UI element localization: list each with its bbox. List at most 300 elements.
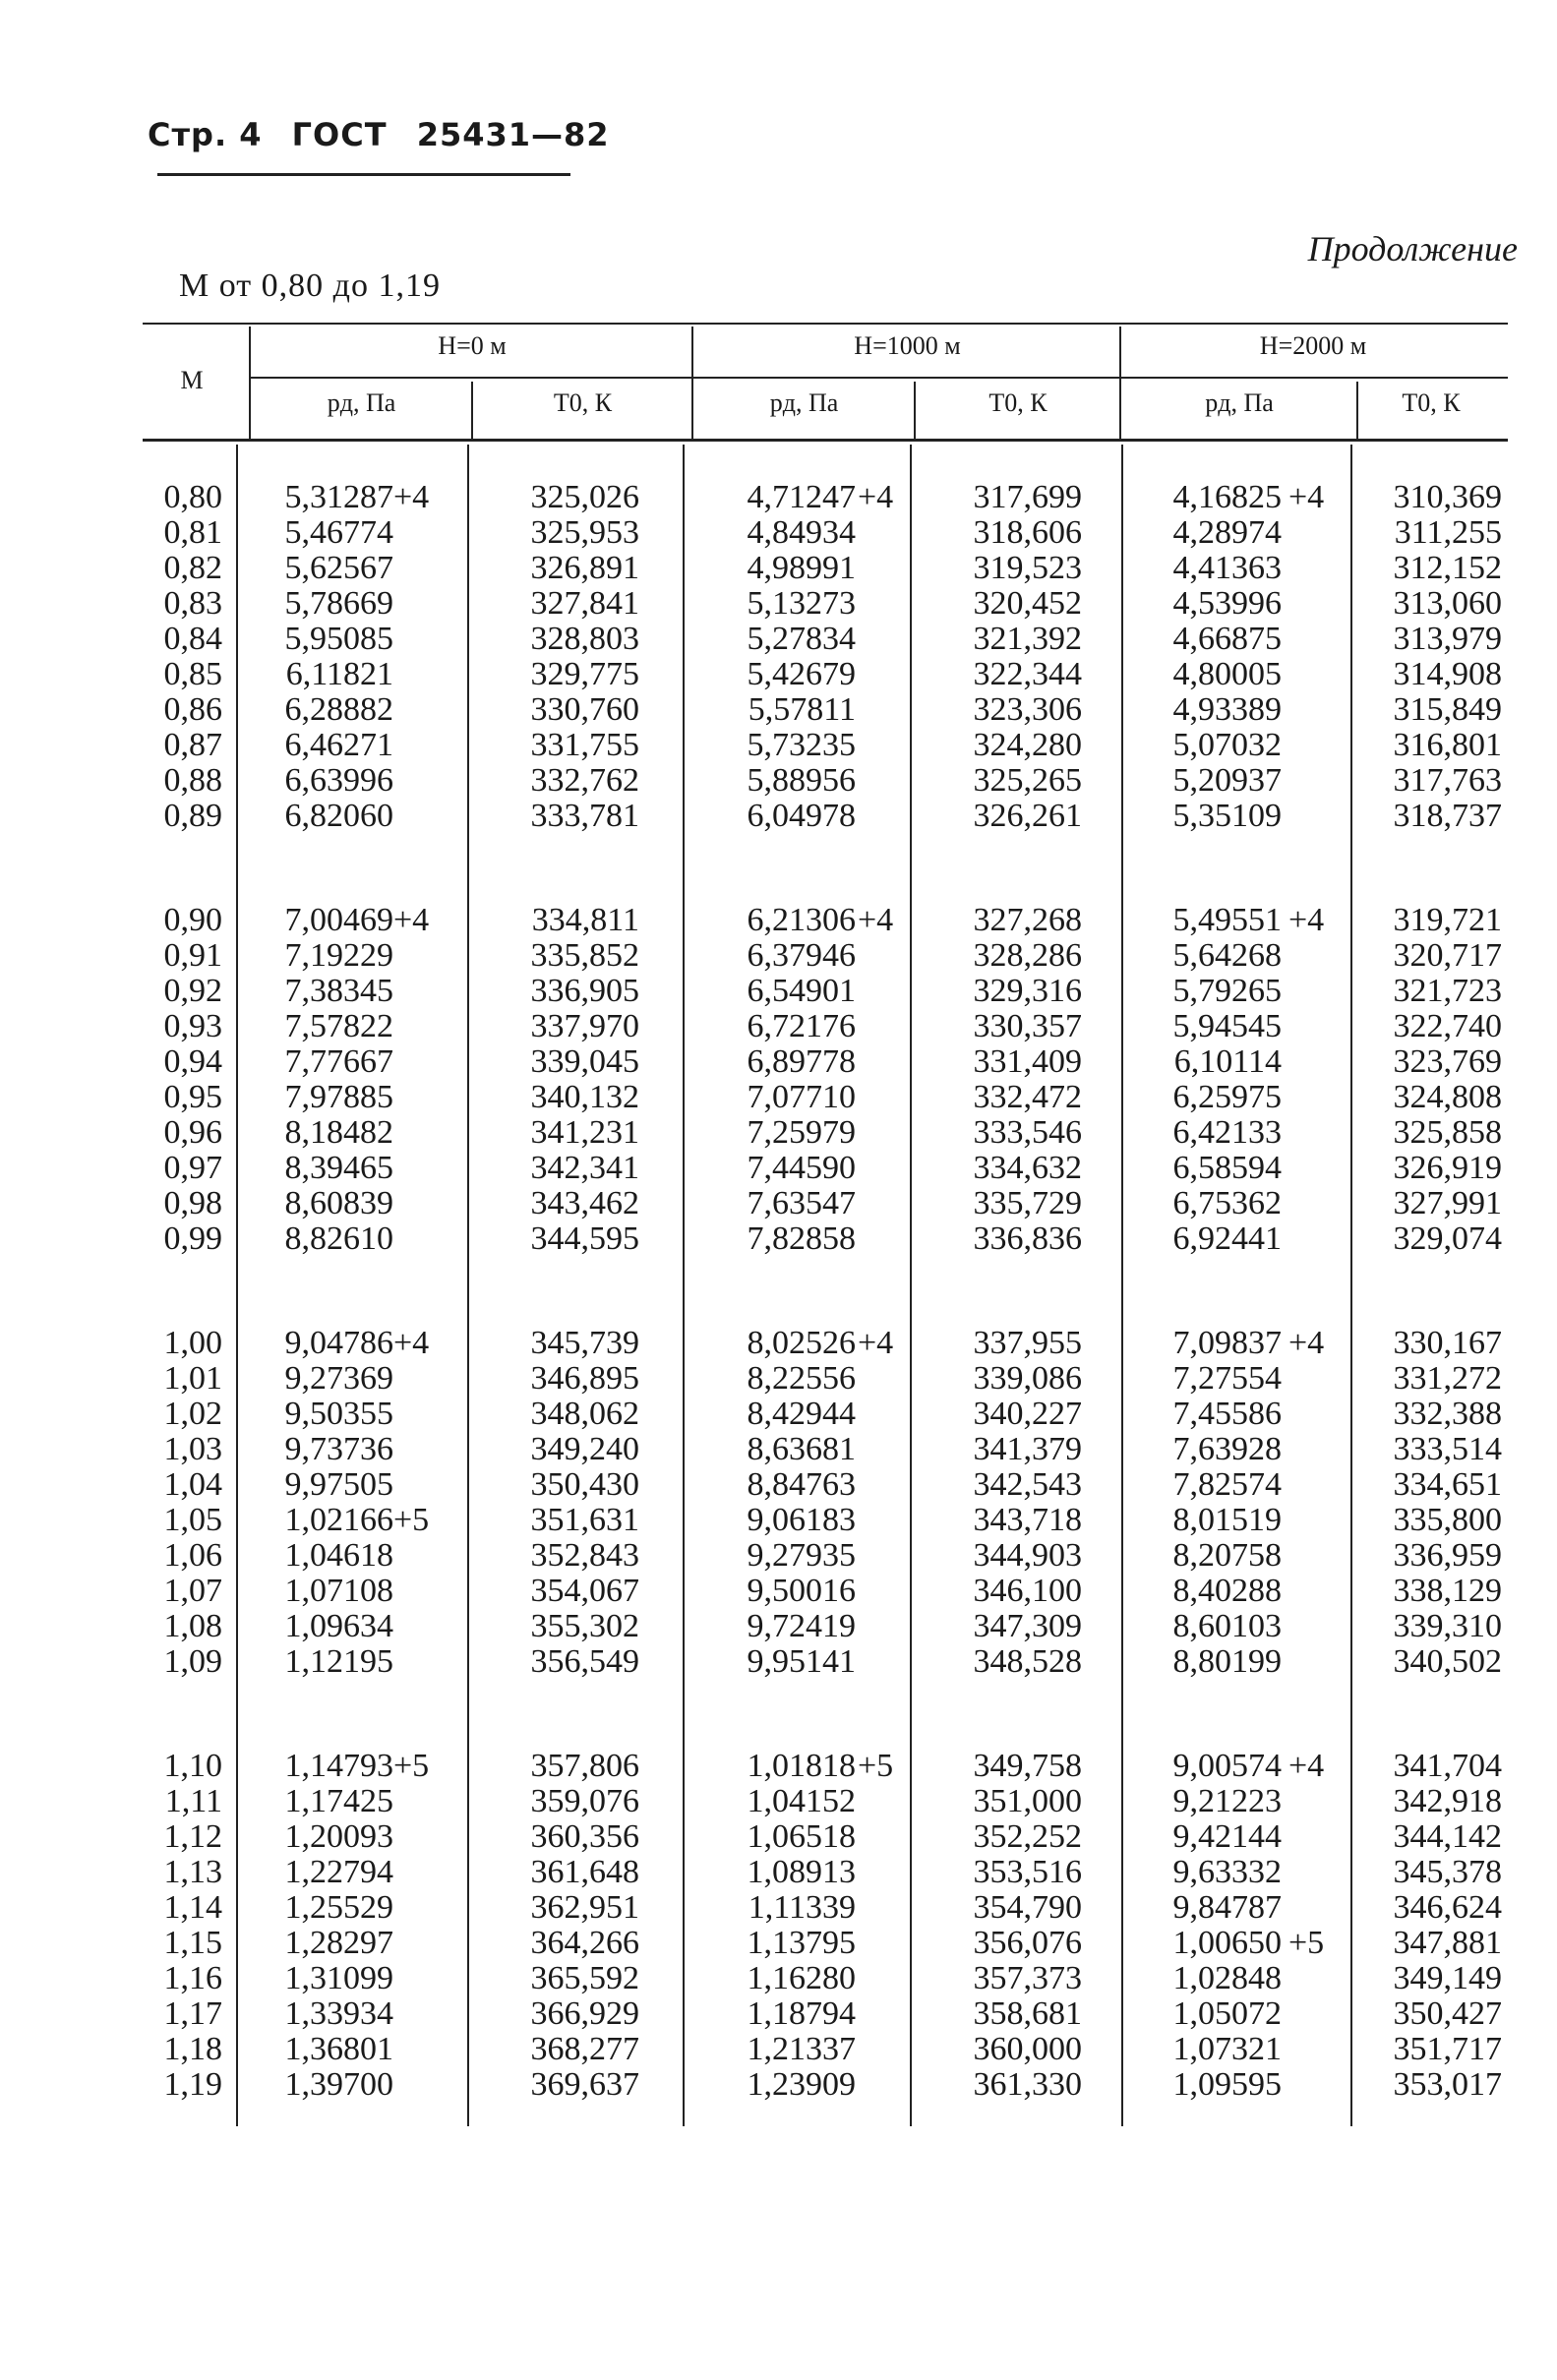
value-cell: 339,045 (530, 1043, 639, 1080)
value-cell: 9,06183 (747, 1502, 856, 1538)
value-cell: 334,811 (531, 902, 639, 938)
value-cell: 1,39700 (284, 2066, 393, 2103)
value-cell: 1,01818 (747, 1748, 856, 1784)
page-number: Стр. 4 (148, 116, 263, 153)
value-cell: 1,04152 (747, 1783, 856, 1819)
value-cell: 4,16825 (1172, 479, 1282, 515)
mach-cell: 1,11 (164, 1783, 222, 1819)
value-cell: 6,42133 (1172, 1114, 1282, 1151)
value-cell: 8,84763 (747, 1466, 856, 1503)
value-cell: 9,84787 (1172, 1889, 1282, 1926)
value-cell: 349,758 (973, 1748, 1082, 1784)
value-cell: 331,272 (1393, 1360, 1502, 1397)
value-cell: 344,142 (1393, 1818, 1502, 1855)
value-cell: 331,409 (973, 1043, 1082, 1080)
exponent-marker: +4 (1288, 1325, 1325, 1361)
mach-cell: 0,83 (163, 585, 222, 622)
value-cell: 9,27935 (747, 1537, 856, 1574)
value-cell: 6,58594 (1172, 1150, 1282, 1186)
value-cell: 9,97505 (284, 1466, 393, 1503)
mach-cell: 1,19 (163, 2066, 222, 2103)
value-cell: 349,149 (1393, 1960, 1502, 1996)
mach-cell: 0,87 (163, 727, 222, 763)
value-cell: 330,357 (973, 1008, 1082, 1044)
value-cell: 1,11339 (748, 1889, 856, 1926)
value-cell: 6,54901 (747, 973, 856, 1009)
value-cell: 7,63928 (1172, 1431, 1282, 1467)
value-cell: 4,66875 (1172, 621, 1282, 657)
mach-cell: 0,82 (163, 550, 222, 586)
value-cell: 4,80005 (1172, 656, 1282, 692)
exponent-marker: +5 (393, 1748, 430, 1784)
value-cell: 1,05072 (1172, 1995, 1282, 2032)
value-cell: 4,93389 (1172, 691, 1282, 728)
value-cell: 1,06518 (747, 1818, 856, 1855)
value-cell: 9,73736 (284, 1431, 393, 1467)
mach-cell: 1,01 (163, 1360, 222, 1397)
value-cell: 341,704 (1393, 1748, 1502, 1784)
value-cell: 333,781 (530, 798, 639, 834)
value-cell: 342,918 (1393, 1783, 1502, 1819)
value-cell: 364,266 (530, 1925, 639, 1961)
mach-cell: 1,00 (163, 1325, 222, 1361)
value-cell: 336,905 (530, 973, 639, 1009)
value-cell: 353,516 (973, 1854, 1082, 1890)
value-cell: 4,71247 (747, 479, 856, 515)
value-cell: 9,27369 (284, 1360, 393, 1397)
value-cell: 7,77667 (284, 1043, 393, 1080)
value-cell: 1,33934 (284, 1995, 393, 2032)
standard-number: 25431—82 (416, 116, 610, 153)
value-cell: 9,50355 (284, 1396, 393, 1432)
value-cell: 5,88956 (747, 762, 856, 799)
value-cell: 336,959 (1393, 1537, 1502, 1574)
value-cell: 358,681 (973, 1995, 1082, 2032)
value-cell: 1,20093 (284, 1818, 393, 1855)
value-cell: 331,755 (530, 727, 639, 763)
body-vline-3 (910, 445, 912, 2126)
mach-cell: 0,95 (163, 1079, 222, 1115)
mach-cell: 0,85 (163, 656, 222, 692)
value-cell: 345,739 (530, 1325, 639, 1361)
value-cell: 1,17425 (284, 1783, 393, 1819)
value-cell: 6,46271 (284, 727, 393, 763)
vline-3 (471, 382, 473, 439)
value-cell: 313,979 (1393, 621, 1502, 657)
continuation-label: Продолжение (1307, 229, 1518, 268)
value-cell: 337,970 (530, 1008, 639, 1044)
mach-range: М от 0,80 до 1,19 (179, 268, 441, 304)
value-cell: 362,951 (530, 1889, 639, 1926)
value-cell: 1,25529 (284, 1889, 393, 1926)
value-cell: 1,28297 (284, 1925, 393, 1961)
value-cell: 5,57811 (748, 691, 856, 728)
value-cell: 8,18482 (284, 1114, 393, 1151)
value-cell: 354,067 (530, 1573, 639, 1609)
value-cell: 328,286 (973, 937, 1082, 974)
value-cell: 351,717 (1393, 2031, 1502, 2067)
mach-cell: 0,98 (163, 1185, 222, 1221)
value-cell: 319,721 (1393, 902, 1502, 938)
value-cell: 1,09595 (1172, 2066, 1282, 2103)
value-cell: 311,255 (1394, 514, 1502, 551)
value-cell: 6,28882 (284, 691, 393, 728)
value-cell: 334,632 (973, 1150, 1082, 1186)
value-cell: 6,21306 (747, 902, 856, 938)
pd-header-1: pд, Па (769, 388, 839, 417)
mach-cell: 1,02 (163, 1396, 222, 1432)
value-cell: 349,240 (530, 1431, 639, 1467)
mach-cell: 0,94 (163, 1043, 222, 1080)
exponent-marker: +4 (858, 479, 894, 515)
value-cell: 360,356 (530, 1818, 639, 1855)
value-cell: 320,452 (973, 585, 1082, 622)
value-cell: 356,076 (973, 1925, 1082, 1961)
value-cell: 325,026 (530, 479, 639, 515)
value-cell: 7,00469 (284, 902, 393, 938)
mach-cell: 1,10 (163, 1748, 222, 1784)
vline-0 (249, 327, 251, 440)
mach-cell: 0,96 (163, 1114, 222, 1151)
value-cell: 344,903 (973, 1537, 1082, 1574)
value-cell: 339,310 (1393, 1608, 1502, 1644)
value-cell: 316,801 (1393, 727, 1502, 763)
value-cell: 8,01519 (1172, 1502, 1282, 1538)
value-cell: 9,72419 (747, 1608, 856, 1644)
value-cell: 321,392 (973, 621, 1082, 657)
exponent-marker: +5 (1288, 1925, 1325, 1961)
value-cell: 8,80199 (1172, 1643, 1282, 1680)
value-cell: 347,881 (1393, 1925, 1502, 1961)
value-cell: 329,316 (973, 973, 1082, 1009)
mach-cell: 1,14 (163, 1889, 222, 1926)
value-cell: 350,430 (530, 1466, 639, 1503)
value-cell: 5,35109 (1172, 798, 1282, 834)
value-cell: 337,955 (973, 1325, 1082, 1361)
value-cell: 7,82858 (747, 1220, 856, 1257)
value-cell: 1,02166 (284, 1502, 393, 1538)
header-bottom-rule (143, 439, 1508, 442)
value-cell: 355,302 (530, 1608, 639, 1644)
standard-label: ГОСТ (291, 116, 388, 153)
value-cell: 1,23909 (747, 2066, 856, 2103)
value-cell: 7,09837 (1172, 1325, 1282, 1361)
value-cell: 9,04786 (284, 1325, 393, 1361)
mach-cell: 1,07 (163, 1573, 222, 1609)
value-cell: 1,04618 (284, 1537, 393, 1574)
vline-4 (914, 382, 916, 439)
value-cell: 9,63332 (1172, 1854, 1282, 1890)
value-cell: 5,42679 (747, 656, 856, 692)
value-cell: 317,699 (973, 479, 1082, 515)
body-vline-0 (236, 445, 238, 2126)
value-cell: 369,637 (530, 2066, 639, 2103)
exponent-marker: +5 (393, 1502, 430, 1538)
value-cell: 345,378 (1393, 1854, 1502, 1890)
mach-cell: 0,89 (163, 798, 222, 834)
mach-cell: 1,16 (163, 1960, 222, 1996)
value-cell: 329,074 (1393, 1220, 1502, 1257)
value-cell: 314,908 (1393, 656, 1502, 692)
value-cell: 346,895 (530, 1360, 639, 1397)
value-cell: 1,31099 (284, 1960, 393, 1996)
value-cell: 8,22556 (747, 1360, 856, 1397)
mach-cell: 0,80 (163, 479, 222, 515)
value-cell: 4,53996 (1172, 585, 1282, 622)
value-cell: 329,775 (530, 656, 639, 692)
value-cell: 4,84934 (747, 514, 856, 551)
alt-header-1: H=1000 м (854, 331, 961, 360)
value-cell: 7,63547 (747, 1185, 856, 1221)
value-cell: 344,595 (530, 1220, 639, 1257)
value-cell: 322,740 (1393, 1008, 1502, 1044)
value-cell: 5,46774 (284, 514, 393, 551)
value-cell: 340,132 (530, 1079, 639, 1115)
mach-cell: 1,15 (163, 1925, 222, 1961)
value-cell: 6,10114 (1173, 1043, 1282, 1080)
value-cell: 322,344 (973, 656, 1082, 692)
value-cell: 357,373 (973, 1960, 1082, 1996)
value-cell: 321,723 (1393, 973, 1502, 1009)
value-cell: 317,763 (1393, 762, 1502, 799)
value-cell: 6,25975 (1172, 1079, 1282, 1115)
mach-cell: 1,08 (163, 1608, 222, 1644)
value-cell: 332,762 (530, 762, 639, 799)
value-cell: 350,427 (1393, 1995, 1502, 2032)
value-cell: 8,02526 (747, 1325, 856, 1361)
value-cell: 327,841 (530, 585, 639, 622)
alt-header-2: H=2000 м (1259, 331, 1367, 360)
value-cell: 4,98991 (747, 550, 856, 586)
header-rule (157, 173, 570, 176)
vline-1 (691, 327, 693, 440)
value-cell: 359,076 (530, 1783, 639, 1819)
value-cell: 312,152 (1393, 550, 1502, 586)
value-cell: 8,60103 (1172, 1608, 1282, 1644)
mach-cell: 0,99 (163, 1220, 222, 1257)
value-cell: 7,97885 (284, 1079, 393, 1115)
mach-cell: 1,17 (163, 1995, 222, 2032)
value-cell: 1,36801 (284, 2031, 393, 2067)
value-cell: 333,514 (1393, 1431, 1502, 1467)
value-cell: 343,718 (973, 1502, 1082, 1538)
value-cell: 8,20758 (1172, 1537, 1282, 1574)
value-cell: 315,849 (1393, 691, 1502, 728)
value-cell: 347,309 (973, 1608, 1082, 1644)
value-cell: 343,462 (530, 1185, 639, 1221)
value-cell: 318,606 (973, 514, 1082, 551)
value-cell: 5,62567 (284, 550, 393, 586)
value-cell: 361,330 (973, 2066, 1082, 2103)
value-cell: 5,27834 (747, 621, 856, 657)
mach-cell: 1,13 (163, 1854, 222, 1890)
value-cell: 8,60839 (284, 1185, 393, 1221)
value-cell: 7,27554 (1172, 1360, 1282, 1397)
exponent-marker: +5 (858, 1748, 894, 1784)
mach-cell: 1,06 (163, 1537, 222, 1574)
value-cell: 357,806 (530, 1748, 639, 1784)
value-cell: 7,25979 (747, 1114, 856, 1151)
value-cell: 1,18794 (747, 1995, 856, 2032)
page-header (148, 116, 628, 153)
mach-cell: 0,88 (163, 762, 222, 799)
value-cell: 310,369 (1393, 479, 1502, 515)
value-cell: 335,729 (973, 1185, 1082, 1221)
value-cell: 9,42144 (1172, 1818, 1282, 1855)
value-cell: 335,852 (530, 937, 639, 974)
exponent-marker: +4 (393, 479, 430, 515)
value-cell: 1,12195 (284, 1643, 393, 1680)
t0-header-0: T0, К (553, 388, 613, 417)
value-cell: 9,95141 (747, 1643, 856, 1680)
value-cell: 7,44590 (747, 1150, 856, 1186)
mach-cell: 1,04 (163, 1466, 222, 1503)
mach-cell: 0,97 (163, 1150, 222, 1186)
value-cell: 326,919 (1393, 1150, 1502, 1186)
value-cell: 5,73235 (747, 727, 856, 763)
exponent-marker: +4 (1288, 1748, 1325, 1784)
value-cell: 348,528 (973, 1643, 1082, 1680)
body-vline-1 (467, 445, 469, 2126)
vline-2 (1119, 327, 1121, 440)
value-cell: 5,95085 (284, 621, 393, 657)
value-cell: 330,760 (530, 691, 639, 728)
body-vline-4 (1121, 445, 1123, 2126)
value-cell: 6,75362 (1172, 1185, 1282, 1221)
value-cell: 360,000 (973, 2031, 1082, 2067)
value-cell: 5,79265 (1172, 973, 1282, 1009)
value-cell: 7,45586 (1172, 1396, 1282, 1432)
value-cell: 1,00650 (1172, 1925, 1282, 1961)
value-cell: 6,92441 (1172, 1220, 1282, 1257)
value-cell: 5,31287 (284, 479, 393, 515)
value-cell: 1,07321 (1172, 2031, 1282, 2067)
mach-cell: 1,05 (163, 1502, 222, 1538)
exponent-marker: +4 (393, 902, 430, 938)
value-cell: 4,28974 (1172, 514, 1282, 551)
value-cell: 6,89778 (747, 1043, 856, 1080)
value-cell: 326,261 (973, 798, 1082, 834)
value-cell: 348,062 (530, 1396, 639, 1432)
value-cell: 9,21223 (1172, 1783, 1282, 1819)
value-cell: 319,523 (973, 550, 1082, 586)
value-cell: 5,20937 (1172, 762, 1282, 799)
value-cell: 7,07710 (747, 1079, 856, 1115)
value-cell: 338,129 (1393, 1573, 1502, 1609)
value-cell: 7,19229 (284, 937, 393, 974)
value-cell: 7,82574 (1172, 1466, 1282, 1503)
exponent-marker: +4 (1288, 479, 1325, 515)
col-m-header: М (180, 366, 204, 394)
alt-header-0: H=0 м (438, 331, 507, 360)
mach-cell: 1,18 (163, 2031, 222, 2067)
vline-5 (1356, 382, 1358, 439)
value-cell: 8,40288 (1172, 1573, 1282, 1609)
pd-header-0: pд, Па (327, 388, 396, 417)
value-cell: 342,341 (530, 1150, 639, 1186)
t0-header-1: T0, К (988, 388, 1048, 417)
value-cell: 1,09634 (284, 1608, 393, 1644)
value-cell: 341,379 (973, 1431, 1082, 1467)
value-cell: 340,227 (973, 1396, 1082, 1432)
exponent-marker: +4 (1288, 902, 1325, 938)
mach-cell: 1,09 (163, 1643, 222, 1680)
mach-cell: 1,03 (163, 1431, 222, 1467)
exponent-marker: +4 (858, 902, 894, 938)
value-cell: 318,737 (1393, 798, 1502, 834)
value-cell: 5,13273 (747, 585, 856, 622)
value-cell: 1,02848 (1172, 1960, 1282, 1996)
value-cell: 324,808 (1393, 1079, 1502, 1115)
subheader-rule (251, 377, 1508, 379)
mach-cell: 0,81 (163, 514, 222, 551)
value-cell: 323,769 (1393, 1043, 1502, 1080)
mach-cell: 0,86 (163, 691, 222, 728)
exponent-marker: +4 (393, 1325, 430, 1361)
value-cell: 353,017 (1393, 2066, 1502, 2103)
value-cell: 320,717 (1393, 937, 1502, 974)
value-cell: 335,800 (1393, 1502, 1502, 1538)
value-cell: 354,790 (973, 1889, 1082, 1926)
value-cell: 351,000 (973, 1783, 1082, 1819)
value-cell: 8,39465 (284, 1150, 393, 1186)
value-cell: 8,42944 (747, 1396, 856, 1432)
mach-cell: 0,90 (163, 902, 222, 938)
value-cell: 328,803 (530, 621, 639, 657)
value-cell: 346,100 (973, 1573, 1082, 1609)
value-cell: 340,502 (1393, 1643, 1502, 1680)
value-cell: 330,167 (1393, 1325, 1502, 1361)
value-cell: 1,22794 (284, 1854, 393, 1890)
value-cell: 366,929 (530, 1995, 639, 2032)
value-cell: 9,50016 (747, 1573, 856, 1609)
value-cell: 1,08913 (747, 1854, 856, 1890)
value-cell: 326,891 (530, 550, 639, 586)
value-cell: 332,388 (1393, 1396, 1502, 1432)
value-cell: 365,592 (530, 1960, 639, 1996)
value-cell: 4,41363 (1172, 550, 1282, 586)
value-cell: 1,14793 (284, 1748, 393, 1784)
value-cell: 356,549 (530, 1643, 639, 1680)
value-cell: 1,07108 (284, 1573, 393, 1609)
value-cell: 324,280 (973, 727, 1082, 763)
value-cell: 5,64268 (1172, 937, 1282, 974)
value-cell: 7,38345 (284, 973, 393, 1009)
value-cell: 5,07032 (1172, 727, 1282, 763)
table-top-rule (143, 323, 1508, 325)
t0-header-2: T0, К (1402, 388, 1461, 417)
value-cell: 6,82060 (284, 798, 393, 834)
value-cell: 325,858 (1393, 1114, 1502, 1151)
value-cell: 339,086 (973, 1360, 1082, 1397)
value-cell: 8,82610 (284, 1220, 393, 1257)
value-cell: 6,37946 (747, 937, 856, 974)
exponent-marker: +4 (858, 1325, 894, 1361)
mach-cell: 1,12 (163, 1818, 222, 1855)
value-cell: 327,268 (973, 902, 1082, 938)
value-cell: 352,843 (530, 1537, 639, 1574)
value-cell: 1,13795 (747, 1925, 856, 1961)
value-cell: 334,651 (1393, 1466, 1502, 1503)
value-cell: 361,648 (530, 1854, 639, 1890)
value-cell: 8,63681 (747, 1431, 856, 1467)
value-cell: 6,04978 (747, 798, 856, 834)
value-cell: 6,63996 (284, 762, 393, 799)
value-cell: 352,252 (973, 1818, 1082, 1855)
value-cell: 351,631 (530, 1502, 639, 1538)
mach-cell: 0,93 (163, 1008, 222, 1044)
value-cell: 332,472 (973, 1079, 1082, 1115)
